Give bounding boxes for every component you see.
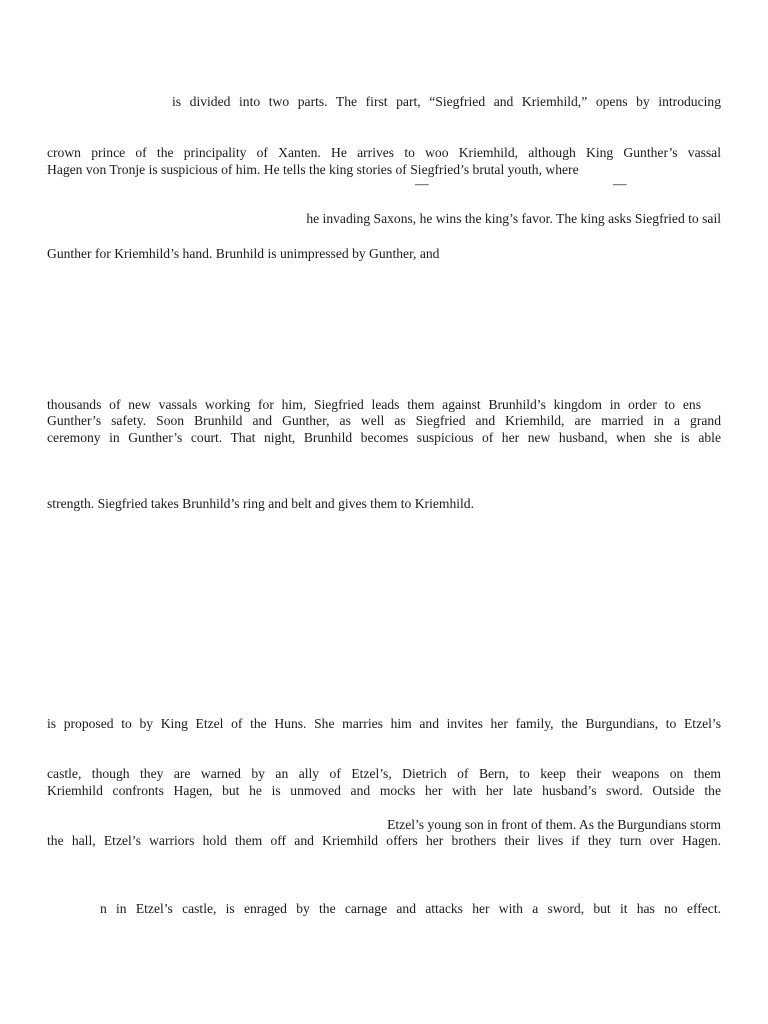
text-line-9: strength. Siegfried takes Brunhild’s ring and belt and gives them to Kriemhild. — [47, 496, 474, 511]
text-line-10: is proposed to by King Etzel of the Huns. She marries him and invites her family, the Burgundians, to Etzel’s — [47, 716, 721, 731]
text-line-7: Gunther’s safety. Soon Brunhild and Gunther, as well as Siegfried and Kriemhild, are married in a grand — [47, 413, 721, 428]
text-line-2: crown prince of the principality of Xanten. He arrives to woo Kriemhild, although King Gunther’s vassal — [47, 145, 721, 160]
em-dash-2: — — [613, 176, 627, 191]
text-line-3: Hagen von Tronje is suspicious of him. He tells the king stories of Siegfried’s brutal youth, where — [47, 162, 579, 177]
text-line-13: Etzel’s young son in front of them. As the Burgundians storm — [387, 817, 721, 832]
text-line-5: Gunther for Kriemhild’s hand. Brunhild is unimpressed by Gunther, and — [47, 246, 440, 261]
text-line-12: Kriemhild confronts Hagen, but he is unmoved and mocks her with her late husband’s sword. Outside the — [47, 783, 721, 798]
text-line-8: ceremony in Gunther’s court. That night, Brunhild becomes suspicious of her new husband, when she is able — [47, 430, 721, 445]
text-line-6: thousands of new vassals working for him, Siegfried leads them against Brunhild’s kingdom in order to ens — [47, 397, 701, 412]
em-dash-1: — — [415, 176, 429, 191]
text-line-14: the hall, Etzel’s warriors hold them off and Kriemhild offers her brothers their lives if they turn over Hagen. — [47, 833, 721, 848]
text-line-4: he invading Saxons, he wins the king’s favor. The king asks Siegfried to sail — [306, 211, 721, 226]
text-line-1: is divided into two parts. The first part, “Siegfried and Kriemhild,” opens by introducing — [172, 94, 721, 109]
text-line-11: castle, though they are warned by an ally of Etzel’s, Dietrich of Bern, to keep their weapons on them — [47, 766, 721, 781]
text-line-15: n in Etzel’s castle, is enraged by the carnage and attacks her with a sword, but it has no effect. — [100, 901, 721, 916]
